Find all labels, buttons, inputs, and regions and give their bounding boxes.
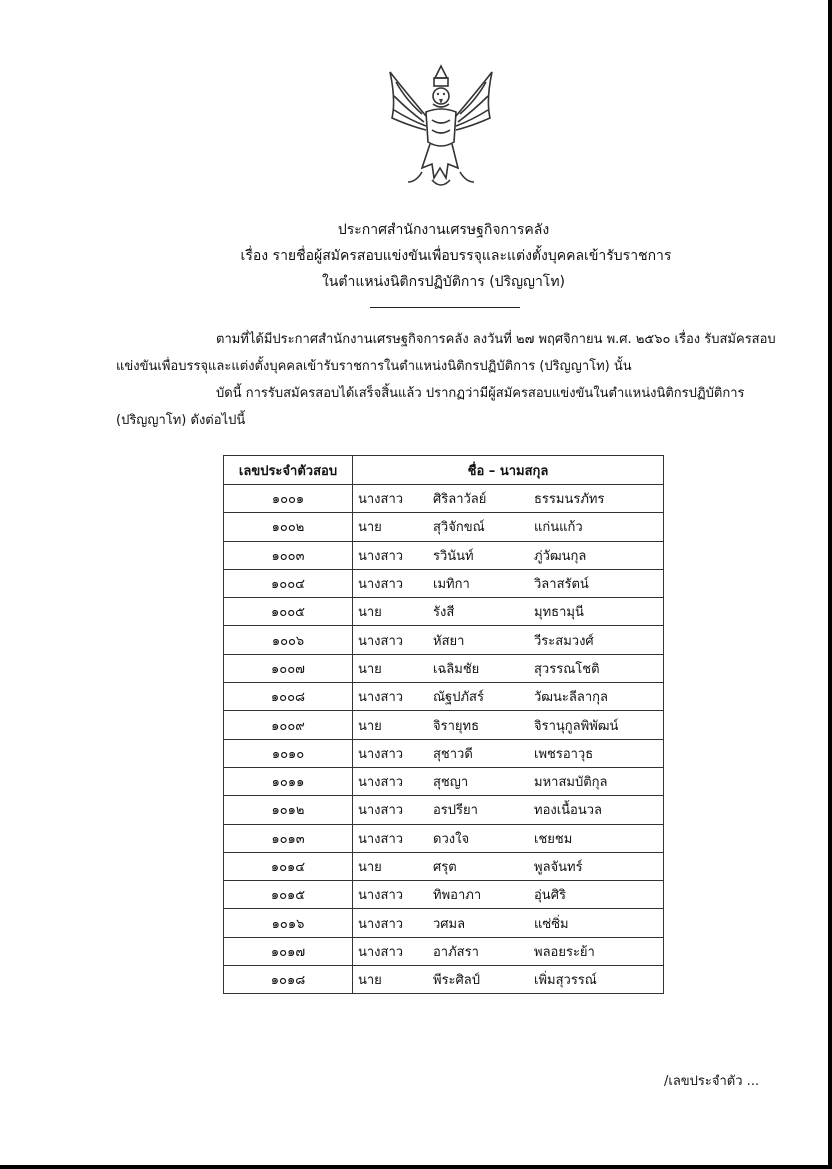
body-paragraph-1-text: ตามที่ได้มีประกาศสำนักงานเศรษฐกิจการคลัง ลงวันที่ ๒๗ พฤศจิกายน พ.ศ. ๒๕๖๐ เรื่อง รับสมัครสอบแข่งขันเพื่อบรรจุและแต่งตั้งบุคคลเข้ารับราชการในตำแหน่งนิติกรปฏิบัติการ (ปริญญาโท) นั้น xyxy=(116,332,776,374)
first-name-cell: เฉลิมชัย xyxy=(428,654,529,682)
first-name-cell: รังสี xyxy=(428,598,529,626)
title-cell: นางสาว xyxy=(353,683,429,711)
first-name-cell: รวินันท์ xyxy=(428,541,529,569)
exam-id-cell: ๑๐๐๖ xyxy=(224,626,353,654)
table-row xyxy=(224,569,664,597)
table-row xyxy=(224,711,664,739)
exam-id-cell: ๑๐๐๑ xyxy=(224,485,353,513)
last-name-cell: มุทธามุนี xyxy=(529,598,664,626)
table-row xyxy=(224,767,664,795)
first-name-cell: อรปรียา xyxy=(428,796,529,824)
last-name-cell: พลอยระย้า xyxy=(529,937,664,965)
title-cell: นางสาว xyxy=(353,824,429,852)
garuda-emblem-icon xyxy=(382,60,500,195)
table-row xyxy=(224,626,664,654)
table-header-row xyxy=(224,456,664,485)
last-name-cell: วิลาสรัตน์ xyxy=(529,569,664,597)
title-cell: นางสาว xyxy=(353,937,429,965)
last-name-cell: ภู่วัฒนกุล xyxy=(529,541,664,569)
table-row xyxy=(224,909,664,937)
last-name-cell: จิรานุกูลพิพัฒน์ xyxy=(529,711,664,739)
first-name-cell: สุวิจักขณ์ xyxy=(428,513,529,541)
title-cell: นางสาว xyxy=(353,739,429,767)
table-row xyxy=(224,881,664,909)
last-name-cell: แซ่ซิ่ม xyxy=(529,909,664,937)
exam-id-cell: ๑๐๐๕ xyxy=(224,598,353,626)
title-cell: นาย xyxy=(353,654,429,682)
title-cell: นาย xyxy=(353,598,429,626)
table-row xyxy=(224,654,664,682)
heading-line-2: เรื่อง รายชื่อผู้สมัครสอบแข่งขันเพื่อบรรจุและแต่งตั้งบุคคลเข้ารับราชการ xyxy=(240,248,672,264)
first-name-cell: ณัฐปภัสร์ xyxy=(428,683,529,711)
first-name-cell: หัสยา xyxy=(428,626,529,654)
table-row xyxy=(224,852,664,880)
last-name-cell: เพชรอาวุธ xyxy=(529,739,664,767)
table-row xyxy=(224,824,664,852)
title-cell: นางสาว xyxy=(353,626,429,654)
body-paragraph-1 xyxy=(116,326,788,380)
page-edge-bottom xyxy=(0,1165,832,1169)
exam-id-cell: ๑๐๑๖ xyxy=(224,909,353,937)
table-row xyxy=(224,513,664,541)
column-header-exam-id: เลขประจำตัวสอบ xyxy=(224,456,353,485)
table-row xyxy=(224,966,664,994)
body-paragraph-2 xyxy=(116,380,788,434)
last-name-cell: วัฒนะลีลากุล xyxy=(529,683,664,711)
last-name-cell: เชยชม xyxy=(529,824,664,852)
table-row xyxy=(224,541,664,569)
table-row xyxy=(224,683,664,711)
exam-id-cell: ๑๐๑๒ xyxy=(224,796,353,824)
heading-line-1: ประกาศสำนักงานเศรษฐกิจการคลัง xyxy=(337,222,550,238)
first-name-cell: พีระศิลป์ xyxy=(428,966,529,994)
last-name-cell: วีระสมวงศ์ xyxy=(529,626,664,654)
first-name-cell: จิรายุทธ xyxy=(428,711,529,739)
candidate-table xyxy=(223,455,664,994)
last-name-cell: พูลจันทร์ xyxy=(529,852,664,880)
last-name-cell: ธรรมนรภัทร xyxy=(529,485,664,513)
title-cell: นาย xyxy=(353,711,429,739)
last-name-cell: เพิ่มสุวรรณ์ xyxy=(529,966,664,994)
announcement-heading xyxy=(0,217,832,295)
title-cell: นาย xyxy=(353,852,429,880)
last-name-cell: สุวรรณโชติ xyxy=(529,654,664,682)
title-cell: นาย xyxy=(353,513,429,541)
table-row xyxy=(224,937,664,965)
first-name-cell: ศิริลาวัลย์ xyxy=(428,485,529,513)
title-cell: นาย xyxy=(353,966,429,994)
last-name-cell: มหาสมบัติกุล xyxy=(529,767,664,795)
exam-id-cell: ๑๐๑๓ xyxy=(224,824,353,852)
table-row xyxy=(224,739,664,767)
title-cell: นางสาว xyxy=(353,796,429,824)
exam-id-cell: ๑๐๑๑ xyxy=(224,767,353,795)
first-name-cell: สุชาวดี xyxy=(428,739,529,767)
heading-divider xyxy=(370,307,520,308)
continuation-note: /เลขประจำตัว ... xyxy=(664,1074,760,1089)
exam-id-cell: ๑๐๐๘ xyxy=(224,683,353,711)
table-body xyxy=(224,485,664,994)
table-row xyxy=(224,796,664,824)
last-name-cell: อุ่นศิริ xyxy=(529,881,664,909)
body-paragraph-2-text: บัดนี้ การรับสมัครสอบได้เสร็จสิ้นแล้ว ปรากฏว่ามีผู้สมัครสอบแข่งขันในตำแหน่งนิติกรปฏิบัติการ (ปริญญาโท) ดังต่อไปนี้ xyxy=(116,386,745,428)
exam-id-cell: ๑๐๑๗ xyxy=(224,937,353,965)
exam-id-cell: ๑๐๐๗ xyxy=(224,654,353,682)
title-cell: นางสาว xyxy=(353,569,429,597)
heading-line-3: ในตำแหน่งนิติกรปฏิบัติการ (ปริญญาโท) xyxy=(321,274,566,290)
table-row xyxy=(224,485,664,513)
page-edge-right xyxy=(828,0,832,1169)
exam-id-cell: ๑๐๐๙ xyxy=(224,711,353,739)
first-name-cell: วศมล xyxy=(428,909,529,937)
exam-id-cell: ๑๐๑๕ xyxy=(224,881,353,909)
exam-id-cell: ๑๐๐๒ xyxy=(224,513,353,541)
first-name-cell: เมทิกา xyxy=(428,569,529,597)
title-cell: นางสาว xyxy=(353,767,429,795)
first-name-cell: ดวงใจ xyxy=(428,824,529,852)
title-cell: นางสาว xyxy=(353,909,429,937)
first-name-cell: ทิพอาภา xyxy=(428,881,529,909)
exam-id-cell: ๑๐๑๔ xyxy=(224,852,353,880)
table-row xyxy=(224,598,664,626)
exam-id-cell: ๑๐๐๔ xyxy=(224,569,353,597)
last-name-cell: ทองเนื้อนวล xyxy=(529,796,664,824)
exam-id-cell: ๑๐๑๘ xyxy=(224,966,353,994)
title-cell: นางสาว xyxy=(353,541,429,569)
first-name-cell: สุชญา xyxy=(428,767,529,795)
title-cell: นางสาว xyxy=(353,485,429,513)
first-name-cell: ศรุต xyxy=(428,852,529,880)
column-header-name: ชื่อ – นามสกุล xyxy=(353,456,664,485)
title-cell: นางสาว xyxy=(353,881,429,909)
exam-id-cell: ๑๐๐๓ xyxy=(224,541,353,569)
last-name-cell: แก่นแก้ว xyxy=(529,513,664,541)
exam-id-cell: ๑๐๑๐ xyxy=(224,739,353,767)
first-name-cell: อาภัสรา xyxy=(428,937,529,965)
